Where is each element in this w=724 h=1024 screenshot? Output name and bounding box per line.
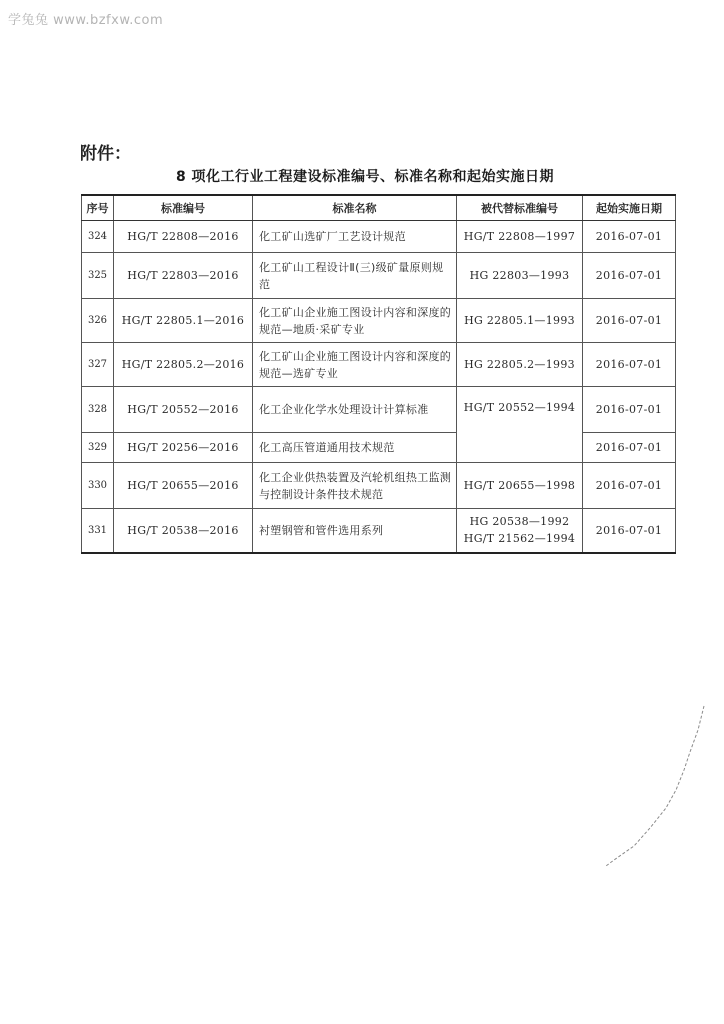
header-serial-number: 序号 [82, 195, 114, 221]
cell-replaced-standard [457, 463, 583, 509]
site-watermark: 学兔兔 www.bzfxw.com [8, 13, 164, 28]
document-title: 8 项化工行业工程建设标准编号、标准名称和起始实施日期 [175, 169, 555, 185]
cell-effective-date: 2016-07-01 [583, 433, 676, 463]
header-effective-date: 起始实施日期 [583, 195, 676, 221]
cell-standard-code: HG/T 22805.2—2016 [114, 343, 253, 387]
cell-replaced-standard [457, 253, 583, 299]
cell-standard-name: 化工矿山选矿厂工艺设计规范 [253, 221, 457, 253]
cell-standard-code: HG/T 20256—2016 [114, 433, 253, 463]
header-standard-code: 标准编号 [114, 195, 253, 221]
table-row [82, 433, 676, 463]
cell-standard-name: 化工矿山企业施工图设计内容和深度的规范—选矿专业 [253, 343, 457, 387]
cell-standard-name: 化工企业供热装置及汽轮机组热工监测与控制设计条件技术规范 [253, 463, 457, 509]
cell-standard-name: 化工企业化学水处理设计计算标准 [253, 387, 457, 433]
cell-standard-code: HG/T 20552—2016 [114, 387, 253, 433]
attachment-label: 附件： [80, 144, 131, 164]
table-row [82, 387, 676, 433]
cell-standard-name: 化工矿山工程设计Ⅱ(三)级矿量原则规范 [253, 253, 457, 299]
cell-replaced-standard [457, 343, 583, 387]
replaced-code: HG 20538—1992 [469, 515, 570, 529]
cell-effective-date: 2016-07-01 [583, 463, 676, 509]
cell-serial-number: 329 [82, 433, 114, 463]
table-row [82, 253, 676, 299]
header-replaced-standard: 被代替标准编号 [457, 195, 583, 221]
cell-standard-code: HG/T 20538—2016 [114, 509, 253, 553]
replaced-code: HG 22805.2—1993 [464, 358, 575, 371]
table-row [82, 343, 676, 387]
cell-serial-number: 325 [82, 253, 114, 299]
cell-standard-name: 化工高压管道通用技术规范 [253, 433, 457, 463]
cell-effective-date: 2016-07-01 [583, 387, 676, 433]
cell-replaced-standard [457, 299, 583, 343]
cell-standard-code: HG/T 22803—2016 [114, 253, 253, 299]
standards-table [81, 194, 676, 554]
cell-effective-date: 2016-07-01 [583, 253, 676, 299]
cell-standard-code: HG/T 20655—2016 [114, 463, 253, 509]
header-row [82, 195, 676, 221]
cell-serial-number: 328 [82, 387, 114, 433]
table-row [82, 299, 676, 343]
scan-scratch-mark [600, 700, 710, 870]
cell-standard-name: 衬塑钢管和管件选用系列 [253, 509, 457, 553]
cell-effective-date: 2016-07-01 [583, 343, 676, 387]
table-row [82, 221, 676, 253]
cell-replaced-standard [457, 387, 583, 463]
replaced-code: HG 22803—1993 [469, 269, 570, 282]
table-header [82, 195, 676, 221]
cell-replaced-standard [457, 221, 583, 253]
cell-effective-date: 2016-07-01 [583, 221, 676, 253]
replaced-code: HG/T 20655—1998 [463, 479, 576, 492]
table-body [82, 221, 676, 553]
cell-serial-number: 331 [82, 509, 114, 553]
table-row [82, 463, 676, 509]
replaced-code: HG 22805.1—1993 [464, 314, 575, 327]
replaced-code: HG/T 21562—1994 [463, 532, 576, 546]
header-standard-name: 标准名称 [253, 195, 457, 221]
cell-serial-number: 326 [82, 299, 114, 343]
cell-standard-name: 化工矿山企业施工图设计内容和深度的规范—地质·采矿专业 [253, 299, 457, 343]
cell-effective-date: 2016-07-01 [583, 299, 676, 343]
cell-standard-code: HG/T 22808—2016 [114, 221, 253, 253]
cell-effective-date: 2016-07-01 [583, 509, 676, 553]
cell-serial-number: 327 [82, 343, 114, 387]
replaced-code: HG/T 20552—1994 [463, 401, 576, 414]
cell-serial-number: 330 [82, 463, 114, 509]
table-row [82, 509, 676, 553]
cell-standard-code: HG/T 22805.1—2016 [114, 299, 253, 343]
cell-serial-number: 324 [82, 221, 114, 253]
cell-replaced-standard [457, 509, 583, 553]
replaced-code: HG/T 22808—1997 [463, 230, 576, 243]
